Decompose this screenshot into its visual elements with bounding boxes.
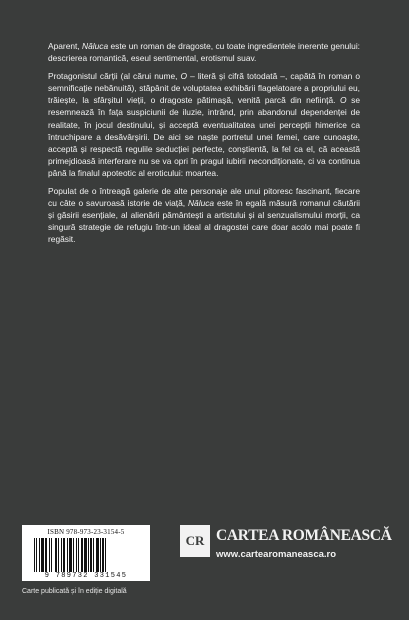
barcode-bar [45,538,47,572]
barcode-bar [39,538,40,572]
barcode-bar [67,538,68,572]
barcode-bar [73,538,74,572]
barcode-bar [51,538,52,572]
barcode-bar [69,538,72,572]
barcode-bar [81,538,83,572]
blurb-p1-text-a: Aparent, [48,41,83,51]
publisher-name: CARTEA ROMÂNEASCĂ [216,527,392,544]
blurb-p2-text-b: – literă și cifră totodată –, capătă în roman o semnificație nebănuită), stăpânit de voluptatea exhibării flagelatoare a propriului eu, trăiește, la sfârșitul vieții, o dragoste pătimașă, venită parcă din neființă. [48,71,361,106]
blurb-p2-text-a: Protagonistul cărții (al cărui nume, [48,71,181,82]
barcode-bar [36,538,37,572]
publisher-logo-icon: CR [180,525,210,557]
barcode-bar [63,538,65,572]
barcode-bar [58,538,59,572]
blurb-p3-text-b: este în egală măsură romanul căutării și găsirii esențiale, al alienării pământești a artistului și al senzualismului morții, ca singură strategie de refugiu într-un ideal al dragostei care doar acolo mai poate fi regăsit. [48,198,361,245]
protagonist-name-italic: O [180,71,188,82]
barcode-bar [105,538,106,572]
publisher-url: www.cartearomaneasca.ro [216,549,337,560]
isbn-barcode-box [22,525,150,581]
barcode-bar [93,538,94,572]
book-title-italic: Năluca [188,198,215,209]
isbn-label: ISBN 978-973-23-3154-5 [47,528,125,536]
barcode-bar [55,538,57,572]
barcode-bar [88,538,89,572]
barcode-bar [76,538,77,572]
barcode-bar [61,538,62,572]
barcode-bar [34,538,35,572]
barcode-bar [100,538,101,572]
blurb-p1-text-b: este un roman de dragoste, cu toate ingredientele inerente genului: descrierea romantică, eseul sentimental, erotismul suav. [48,41,361,64]
blurb-paragraph-2 [48,70,360,179]
barcode-digits: 9 789732 331545 [44,572,128,580]
barcode-bar [96,538,99,572]
blurb-text [48,40,360,246]
blurb-p2-text-c: se resemnează în fața suspiciunii de iluzie, intrând, prin abandonul dependenței de realitate, în jocul destinului, și acceptă eventualitatea unei percepții himerice ca întruchipare a desăvârșirii. De aici se naște portretul unei femei, care cunoaște, acceptă și respectă regulile seducției perfecte, conștientă, la fel ca el, că această primejdioasă interferare nu se va opri în pragul iubirii necondiționate, ci va continua până la finalul apoteotic al eroticului: moartea. [48,95,360,178]
barcode-bar [78,538,79,572]
barcode-icon [32,538,140,572]
protagonist-name-italic: O [340,95,347,106]
book-title-italic: Năluca [82,41,109,51]
barcode-bar [84,538,87,572]
publisher-block [180,525,390,570]
blurb-p3-text-a: Populat de o întreagă galerie de alte personaje ale unui pitoresc fascinant, fiecare cu câte o savuroasă istorie de viață, [48,186,360,209]
barcode-bar [90,538,92,572]
barcode-bar [41,538,44,572]
blurb-paragraph-3 [48,185,360,245]
barcode-bar [49,538,50,572]
blurb-paragraph-1 [48,40,360,64]
barcode-bar [102,538,104,572]
digital-edition-note: Carte publicată și în ediție digitală [22,588,127,595]
